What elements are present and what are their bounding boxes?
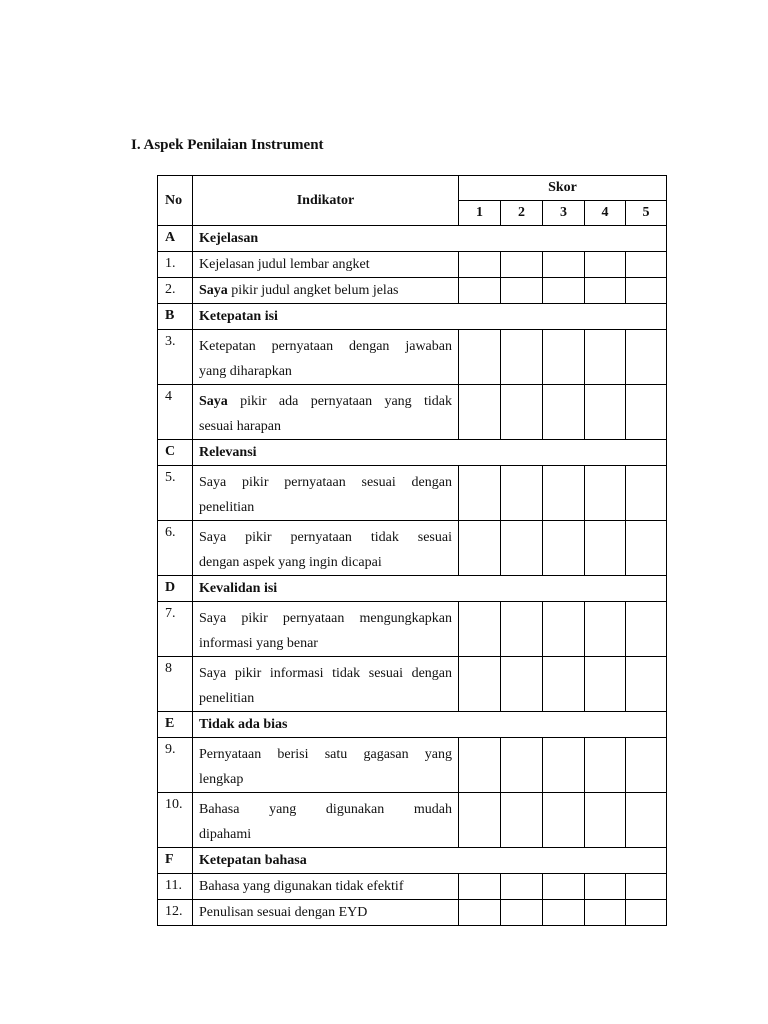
- score-cell-2[interactable]: [501, 874, 543, 900]
- item-indicator: [193, 466, 459, 521]
- category-code: B: [158, 304, 193, 330]
- table-row: [158, 900, 667, 926]
- category-code: C: [158, 440, 193, 466]
- score-cell-2[interactable]: [501, 385, 543, 440]
- category-title: Kejelasan: [193, 226, 667, 252]
- indicator-text: Saya pikir informasi tidak sesuai dengan: [199, 666, 452, 681]
- score-cell-1[interactable]: [459, 793, 501, 848]
- score-cell-5[interactable]: [626, 521, 667, 576]
- score-cell-4[interactable]: [585, 466, 626, 521]
- indicator-lead-word: Saya: [199, 394, 228, 409]
- item-indicator: [193, 657, 459, 712]
- item-number: 12.: [158, 900, 193, 926]
- score-cell-5[interactable]: [626, 874, 667, 900]
- indicator-line: [199, 661, 452, 686]
- assessment-table: [157, 175, 667, 926]
- item-indicator: [193, 602, 459, 657]
- score-cell-2[interactable]: [501, 278, 543, 304]
- score-cell-3[interactable]: [543, 521, 585, 576]
- indicator-line: [199, 282, 452, 299]
- indicator-text: pikir judul angket belum jelas: [227, 283, 399, 298]
- item-number: 9.: [158, 738, 193, 793]
- indicator-text-continued: informasi yang benar: [199, 636, 318, 651]
- indicator-text-continued: lengkap: [199, 772, 244, 787]
- indicator-line: [199, 389, 452, 414]
- category-code: E: [158, 712, 193, 738]
- score-cell-3[interactable]: [543, 738, 585, 793]
- item-indicator: [193, 738, 459, 793]
- score-cell-3[interactable]: [543, 278, 585, 304]
- indicator-text-continued: dengan aspek yang ingin dicapai: [199, 555, 382, 570]
- table-body: [158, 226, 667, 926]
- score-cell-3[interactable]: [543, 252, 585, 278]
- item-indicator: [193, 252, 459, 278]
- score-cell-5[interactable]: [626, 466, 667, 521]
- header-score-3: 3: [543, 201, 585, 226]
- item-indicator: [193, 793, 459, 848]
- item-indicator: [193, 278, 459, 304]
- indicator-line: [199, 256, 452, 273]
- score-cell-1[interactable]: [459, 657, 501, 712]
- score-cell-3[interactable]: [543, 385, 585, 440]
- score-cell-1[interactable]: [459, 521, 501, 576]
- item-number: 7.: [158, 602, 193, 657]
- table-row: [158, 793, 667, 848]
- score-cell-4[interactable]: [585, 521, 626, 576]
- score-cell-4[interactable]: [585, 900, 626, 926]
- score-cell-5[interactable]: [626, 793, 667, 848]
- score-cell-2[interactable]: [501, 602, 543, 657]
- indicator-line: [199, 470, 452, 495]
- score-cell-2[interactable]: [501, 657, 543, 712]
- indicator-text: Saya pikir pernyataan tidak sesuai: [199, 530, 452, 545]
- score-cell-2[interactable]: [501, 330, 543, 385]
- indicator-line: [199, 797, 452, 822]
- item-number: 5.: [158, 466, 193, 521]
- category-row: [158, 576, 667, 602]
- item-number: 4: [158, 385, 193, 440]
- score-cell-5[interactable]: [626, 602, 667, 657]
- table-row: [158, 330, 667, 385]
- score-cell-1[interactable]: [459, 738, 501, 793]
- header-score-2: 2: [501, 201, 543, 226]
- score-cell-1[interactable]: [459, 330, 501, 385]
- category-title: Kevalidan isi: [193, 576, 667, 602]
- score-cell-4[interactable]: [585, 793, 626, 848]
- indicator-text: Ketepatan pernyataan dengan jawaban: [199, 339, 452, 354]
- indicator-line: [199, 742, 452, 767]
- score-cell-1[interactable]: [459, 874, 501, 900]
- score-cell-4[interactable]: [585, 330, 626, 385]
- indicator-text-continued: penelitian: [199, 500, 255, 515]
- score-cell-1[interactable]: [459, 900, 501, 926]
- indicator-text: Penulisan sesuai dengan EYD: [199, 905, 368, 920]
- score-cell-5[interactable]: [626, 385, 667, 440]
- score-cell-5[interactable]: [626, 252, 667, 278]
- indicator-text: Bahasa yang digunakan tidak efektif: [199, 879, 404, 894]
- category-row: [158, 304, 667, 330]
- score-cell-1[interactable]: [459, 385, 501, 440]
- category-title: Ketepatan bahasa: [193, 848, 667, 874]
- score-cell-4[interactable]: [585, 252, 626, 278]
- score-cell-2[interactable]: [501, 738, 543, 793]
- header-score-1: 1: [459, 201, 501, 226]
- score-cell-4[interactable]: [585, 738, 626, 793]
- category-title: Tidak ada bias: [193, 712, 667, 738]
- header-score-4: 4: [585, 201, 626, 226]
- score-cell-5[interactable]: [626, 657, 667, 712]
- item-number: 8: [158, 657, 193, 712]
- table-row: [158, 385, 667, 440]
- table-row: [158, 252, 667, 278]
- indicator-lead-word: Saya: [199, 283, 228, 298]
- score-cell-3[interactable]: [543, 466, 585, 521]
- item-indicator: [193, 330, 459, 385]
- indicator-text-continued: dipahami: [199, 827, 252, 842]
- score-cell-5[interactable]: [626, 900, 667, 926]
- score-cell-1[interactable]: [459, 278, 501, 304]
- score-cell-2[interactable]: [501, 793, 543, 848]
- indicator-text: pikir ada pernyataan yang tidak: [227, 394, 452, 409]
- table-row: [158, 466, 667, 521]
- item-indicator: [193, 874, 459, 900]
- item-indicator: [193, 900, 459, 926]
- header-skor: Skor: [459, 176, 667, 201]
- score-cell-2[interactable]: [501, 466, 543, 521]
- category-row: [158, 440, 667, 466]
- table-row: [158, 278, 667, 304]
- score-cell-2[interactable]: [501, 900, 543, 926]
- item-number: 11.: [158, 874, 193, 900]
- score-cell-3[interactable]: [543, 657, 585, 712]
- score-cell-4[interactable]: [585, 602, 626, 657]
- section-heading: I. Aspek Penilaian Instrument: [131, 137, 324, 153]
- category-row: [158, 848, 667, 874]
- indicator-text: Kejelasan judul lembar angket: [199, 257, 370, 272]
- category-row: [158, 226, 667, 252]
- score-cell-1[interactable]: [459, 466, 501, 521]
- indicator-text-continued: yang diharapkan: [199, 364, 292, 379]
- table-row: [158, 738, 667, 793]
- item-indicator: [193, 385, 459, 440]
- item-number: 2.: [158, 278, 193, 304]
- indicator-text: Pernyataan berisi satu gagasan yang: [199, 747, 452, 762]
- category-row: [158, 712, 667, 738]
- item-number: 10.: [158, 793, 193, 848]
- indicator-text: Saya pikir pernyataan sesuai dengan: [199, 475, 452, 490]
- score-cell-1[interactable]: [459, 602, 501, 657]
- category-code: D: [158, 576, 193, 602]
- indicator-line: [199, 878, 452, 895]
- indicator-line: [199, 606, 452, 631]
- item-number: 6.: [158, 521, 193, 576]
- indicator-text-continued: sesuai harapan: [199, 419, 282, 434]
- score-cell-3[interactable]: [543, 874, 585, 900]
- indicator-text: Bahasa yang digunakan mudah: [199, 802, 452, 817]
- indicator-line: [199, 334, 452, 359]
- score-cell-3[interactable]: [543, 900, 585, 926]
- indicator-text: Saya pikir pernyataan mengungkapkan: [199, 611, 452, 626]
- score-cell-2[interactable]: [501, 252, 543, 278]
- category-title: Relevansi: [193, 440, 667, 466]
- category-code: F: [158, 848, 193, 874]
- item-indicator: [193, 521, 459, 576]
- header-indikator: Indikator: [193, 176, 459, 226]
- category-title: Ketepatan isi: [193, 304, 667, 330]
- score-cell-3[interactable]: [543, 793, 585, 848]
- score-cell-4[interactable]: [585, 874, 626, 900]
- table-row: [158, 602, 667, 657]
- score-cell-5[interactable]: [626, 738, 667, 793]
- score-cell-1[interactable]: [459, 252, 501, 278]
- indicator-text-continued: penelitian: [199, 691, 255, 706]
- indicator-line: [199, 525, 452, 550]
- table-row: [158, 521, 667, 576]
- header-score-5: 5: [626, 201, 667, 226]
- score-cell-3[interactable]: [543, 602, 585, 657]
- score-cell-4[interactable]: [585, 385, 626, 440]
- table-row: [158, 874, 667, 900]
- score-cell-5[interactable]: [626, 278, 667, 304]
- score-cell-5[interactable]: [626, 330, 667, 385]
- indicator-line: [199, 904, 452, 921]
- category-code: A: [158, 226, 193, 252]
- score-cell-2[interactable]: [501, 521, 543, 576]
- table-row: [158, 657, 667, 712]
- item-number: 1.: [158, 252, 193, 278]
- score-cell-4[interactable]: [585, 278, 626, 304]
- item-number: 3.: [158, 330, 193, 385]
- score-cell-3[interactable]: [543, 330, 585, 385]
- header-no: No: [158, 176, 193, 226]
- score-cell-4[interactable]: [585, 657, 626, 712]
